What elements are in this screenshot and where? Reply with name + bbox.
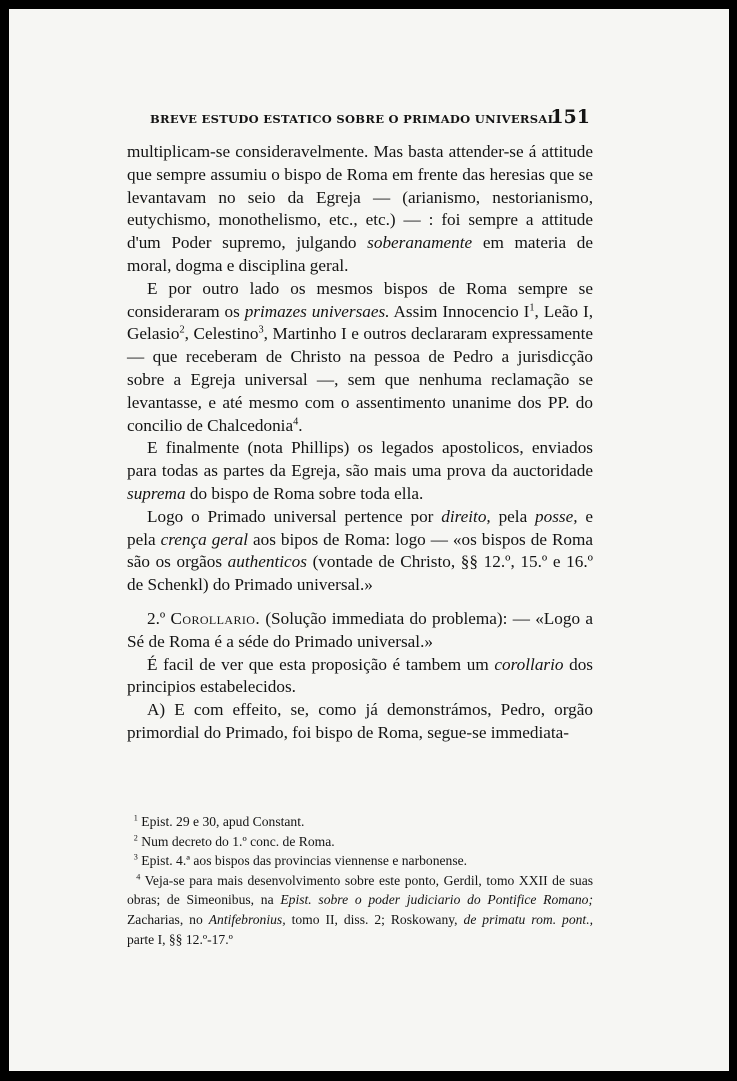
footnote-3: $^3$ Epist. 4.ª aos bispos das provincias viennense e narbonense. bbox=[133, 852, 468, 869]
paragraph-6: É facil de ver que esta proposição é tambem um corollario dos principios estabelecidos. bbox=[127, 654, 593, 697]
paragraph-2: E por outro lado os mesmos bispos de Roma sempre se consideraram os primazes universaes. Assim Innocencio $I^1$, Leão I, Gelasio$^2$, Celestino$^3$, Martinho I e outros declararam expressamente — que receberam de Christo na pessoa de Pedro a jurisdicção sobre a Egreja universal —, sem que nenhuma reclamação se levantasse, e até mesmo com o assentimento unanime dos PP. do concilio de Chalcedonia$^4$. bbox=[127, 278, 593, 435]
scanned-page bbox=[9, 9, 729, 1071]
paragraph-corollary: 2.º Corollario. (Solução immediata do problema): — «Logo a Sé de Roma é a séde do Primado universal.» bbox=[127, 608, 593, 651]
body-text bbox=[127, 141, 593, 745]
footnote-ref-2: 2 bbox=[179, 324, 185, 336]
paragraph-1: multiplicam-se consideravelmente. Mas basta attender-se á attitude que sempre assumiu o bispo de Roma em frente das heresias que se levantavam no seio da Egreja — (arianismo, nestorianismo, eutychismo, monothelismo, etc., etc.) — : foi sempre a attitude d'um Poder supremo, julgando soberanamente em materia de moral, dogma e disciplina geral. bbox=[127, 142, 593, 275]
footnotes bbox=[127, 812, 593, 949]
footnote-ref-4: 4 bbox=[293, 415, 299, 427]
page-header bbox=[150, 106, 590, 132]
footnote-4: $^4$ Veja-se para mais desenvolvimento sobre este ponto, Gerdil, tomo XXII de suas obras; de Simeonibus, na Epist. sobre o poder judiciario do Pontifice Romano; Zacharias, no Antifebronius, tomo II, diss. 2; Roskowany, de primatu rom. pont., parte I, §§ 12.º-17.º bbox=[127, 872, 594, 947]
paragraph-4: Logo o Primado universal pertence por direito, pela posse, e pela crença geral aos bipos de Roma: logo — «os bispos de Roma são os orgãos authenticos (vontade de Christo, §§ 12.º, 15.º e 16.º de Schenkl) do Primado universal.» bbox=[127, 506, 593, 595]
footnote-1: $^1$ Epist. 29 e 30, apud Constant. bbox=[133, 813, 305, 829]
paragraph-3: E finalmente (nota Phillips) os legados apostolicos, enviados para todas as partes da Egreja, são mais uma prova da auctoridade suprema do bispo de Roma sobre toda ella. bbox=[127, 438, 593, 503]
running-title: BREVE ESTUDO ESTATICO SOBRE O PRIMADO UNIVERSAL bbox=[150, 112, 556, 126]
corollary-label: Corollario. bbox=[170, 608, 261, 628]
paragraph-7: A) E com effeito, se, como já demonstrámos, Pedro, orgão primordial do Primado, foi bispo de Roma, segue-se immediata- bbox=[127, 700, 593, 742]
page-number: 151 bbox=[550, 106, 590, 128]
footnote-ref-1: 1 bbox=[529, 301, 535, 313]
footnote-2: $^2$ Num decreto do 1.º conc. de Roma. bbox=[133, 833, 335, 849]
footnote-ref-3: 3 bbox=[258, 324, 264, 336]
